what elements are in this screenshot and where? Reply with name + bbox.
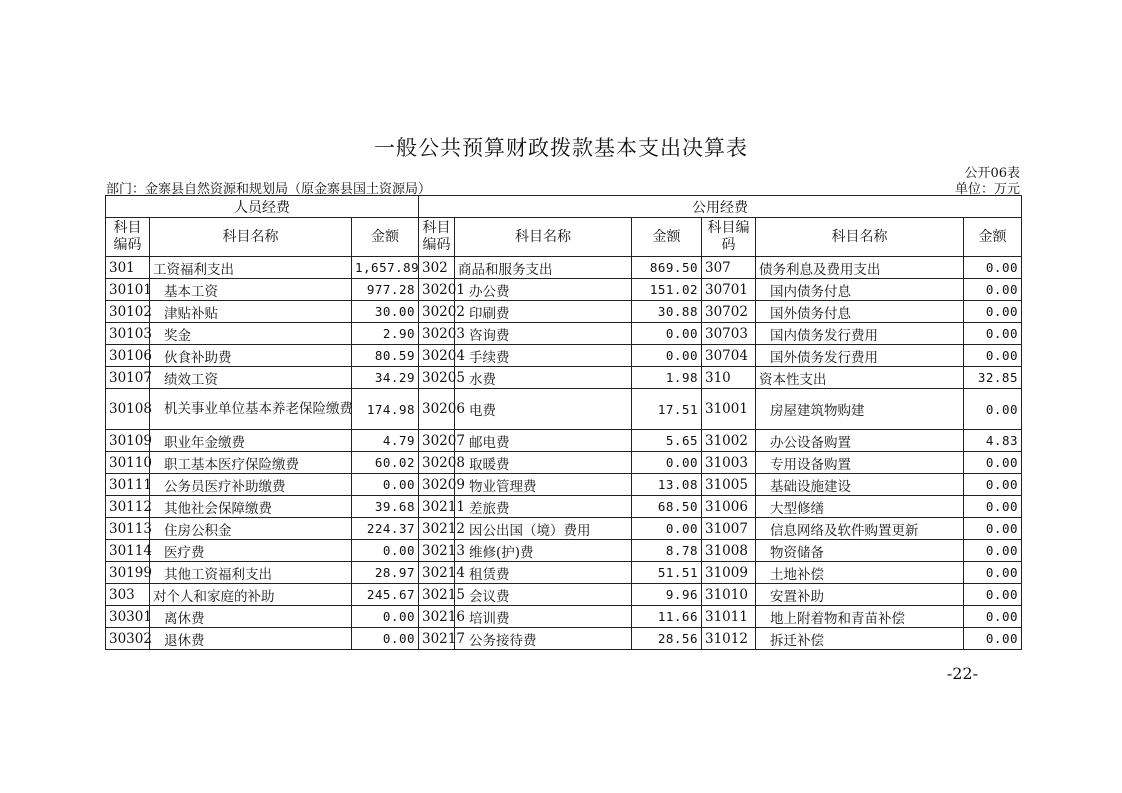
code-cell: 30108 bbox=[106, 389, 150, 430]
amount-cell: 0.00 bbox=[632, 323, 702, 345]
header-amount: 金额 bbox=[632, 218, 702, 257]
amount-cell: 174.98 bbox=[352, 389, 419, 430]
code-cell: 30703 bbox=[702, 323, 756, 345]
code-cell: 31006 bbox=[702, 496, 756, 518]
code-cell: 30102 bbox=[106, 301, 150, 323]
amount-cell: 0.00 bbox=[964, 323, 1022, 345]
amount-cell: 0.00 bbox=[964, 345, 1022, 367]
table-row bbox=[106, 452, 1022, 474]
name-cell: 大型修缮 bbox=[756, 496, 964, 518]
amount-cell: 28.97 bbox=[352, 562, 419, 584]
code-cell: 31002 bbox=[702, 430, 756, 452]
name-cell: 退休费 bbox=[150, 628, 352, 650]
table-row bbox=[106, 367, 1022, 389]
amount-cell: 0.00 bbox=[632, 518, 702, 540]
name-cell: 对个人和家庭的补助 bbox=[150, 584, 352, 606]
amount-cell: 2.90 bbox=[352, 323, 419, 345]
name-cell: 水费 bbox=[455, 367, 632, 389]
code-cell: 30114 bbox=[106, 540, 150, 562]
name-cell: 工资福利支出 bbox=[150, 257, 352, 279]
code-cell: 30212 bbox=[419, 518, 455, 540]
amount-cell: 1.98 bbox=[632, 367, 702, 389]
amount-cell: 13.08 bbox=[632, 474, 702, 496]
name-cell: 资本性支出 bbox=[756, 367, 964, 389]
code-cell: 30208 bbox=[419, 452, 455, 474]
name-cell: 职工基本医疗保险缴费 bbox=[150, 452, 352, 474]
name-cell: 其他社会保障缴费 bbox=[150, 496, 352, 518]
form-number: 公开06表 bbox=[964, 166, 1020, 181]
code-cell: 31011 bbox=[702, 606, 756, 628]
name-cell: 国外债务发行费用 bbox=[756, 345, 964, 367]
name-cell: 手续费 bbox=[455, 345, 632, 367]
header-name: 科目名称 bbox=[150, 218, 352, 257]
amount-cell: 32.85 bbox=[964, 367, 1022, 389]
amount-cell: 4.79 bbox=[352, 430, 419, 452]
code-cell: 30204 bbox=[419, 345, 455, 367]
name-cell: 商品和服务支出 bbox=[455, 257, 632, 279]
amount-cell: 8.78 bbox=[632, 540, 702, 562]
name-cell: 物业管理费 bbox=[455, 474, 632, 496]
name-cell: 公务员医疗补助缴费 bbox=[150, 474, 352, 496]
name-cell: 咨询费 bbox=[455, 323, 632, 345]
name-cell: 基本工资 bbox=[150, 279, 352, 301]
name-cell: 培训费 bbox=[455, 606, 632, 628]
header-name: 科目名称 bbox=[756, 218, 964, 257]
table-body bbox=[106, 257, 1022, 650]
name-cell: 绩效工资 bbox=[150, 367, 352, 389]
amount-cell: 0.00 bbox=[632, 345, 702, 367]
name-cell: 办公费 bbox=[455, 279, 632, 301]
department-label: 部门：金寨县自然资源和规划局（原金寨县国土资源局） bbox=[106, 182, 432, 197]
table-row bbox=[106, 628, 1022, 650]
name-cell: 机关事业单位基本养老保险缴费 bbox=[150, 389, 352, 430]
table-row bbox=[106, 562, 1022, 584]
table-row bbox=[106, 257, 1022, 279]
code-cell: 30216 bbox=[419, 606, 455, 628]
amount-cell: 51.51 bbox=[632, 562, 702, 584]
name-cell: 医疗费 bbox=[150, 540, 352, 562]
amount-cell: 0.00 bbox=[352, 628, 419, 650]
page-number: -22- bbox=[946, 664, 978, 683]
amount-cell: 4.83 bbox=[964, 430, 1022, 452]
code-cell: 30207 bbox=[419, 430, 455, 452]
name-cell: 专用设备购置 bbox=[756, 452, 964, 474]
table-row bbox=[106, 606, 1022, 628]
code-cell: 30214 bbox=[419, 562, 455, 584]
code-cell: 30110 bbox=[106, 452, 150, 474]
name-cell: 津贴补贴 bbox=[150, 301, 352, 323]
amount-cell: 0.00 bbox=[964, 606, 1022, 628]
amount-cell: 0.00 bbox=[964, 279, 1022, 301]
amount-cell: 0.00 bbox=[352, 606, 419, 628]
code-cell: 30111 bbox=[106, 474, 150, 496]
amount-cell: 68.50 bbox=[632, 496, 702, 518]
header-name: 科目名称 bbox=[455, 218, 632, 257]
code-cell: 301 bbox=[106, 257, 150, 279]
header-code: 科目编码 bbox=[419, 218, 455, 257]
name-cell: 地上附着物和青苗补偿 bbox=[756, 606, 964, 628]
unit-label: 单位：万元 bbox=[954, 182, 1020, 197]
name-cell: 物资储备 bbox=[756, 540, 964, 562]
name-cell: 房屋建筑物购建 bbox=[756, 389, 964, 430]
amount-cell: 34.29 bbox=[352, 367, 419, 389]
amount-cell: 5.65 bbox=[632, 430, 702, 452]
group-public: 公用经费 bbox=[419, 196, 1022, 218]
table-row bbox=[106, 345, 1022, 367]
code-cell: 30199 bbox=[106, 562, 150, 584]
code-cell: 30202 bbox=[419, 301, 455, 323]
name-cell: 国内债务发行费用 bbox=[756, 323, 964, 345]
code-cell: 30106 bbox=[106, 345, 150, 367]
table-row bbox=[106, 540, 1022, 562]
code-cell: 307 bbox=[702, 257, 756, 279]
code-cell: 31009 bbox=[702, 562, 756, 584]
amount-cell: 30.88 bbox=[632, 301, 702, 323]
name-cell: 公务接待费 bbox=[455, 628, 632, 650]
code-cell: 30203 bbox=[419, 323, 455, 345]
amount-cell: 11.66 bbox=[632, 606, 702, 628]
name-cell: 会议费 bbox=[455, 584, 632, 606]
amount-cell: 39.68 bbox=[352, 496, 419, 518]
header-code: 科目编码 bbox=[702, 218, 756, 257]
name-cell: 差旅费 bbox=[455, 496, 632, 518]
amount-cell: 245.67 bbox=[352, 584, 419, 606]
code-cell: 30109 bbox=[106, 430, 150, 452]
name-cell: 租赁费 bbox=[455, 562, 632, 584]
code-cell: 31010 bbox=[702, 584, 756, 606]
amount-cell: 0.00 bbox=[964, 584, 1022, 606]
table-row bbox=[106, 496, 1022, 518]
code-cell: 31012 bbox=[702, 628, 756, 650]
name-cell: 拆迁补偿 bbox=[756, 628, 964, 650]
name-cell: 印刷费 bbox=[455, 301, 632, 323]
code-cell: 30209 bbox=[419, 474, 455, 496]
name-cell: 奖金 bbox=[150, 323, 352, 345]
code-cell: 31007 bbox=[702, 518, 756, 540]
header-code: 科目编码 bbox=[106, 218, 150, 257]
name-cell: 邮电费 bbox=[455, 430, 632, 452]
amount-cell: 0.00 bbox=[632, 452, 702, 474]
name-cell: 取暖费 bbox=[455, 452, 632, 474]
amount-cell: 1,657.89 bbox=[352, 257, 419, 279]
amount-cell: 0.00 bbox=[964, 474, 1022, 496]
table-row bbox=[106, 279, 1022, 301]
name-cell: 维修(护)费 bbox=[455, 540, 632, 562]
header-amount: 金额 bbox=[352, 218, 419, 257]
expenditure-table bbox=[105, 195, 1022, 650]
amount-cell: 0.00 bbox=[352, 540, 419, 562]
amount-cell: 0.00 bbox=[964, 389, 1022, 430]
amount-cell: 80.59 bbox=[352, 345, 419, 367]
header-amount: 金额 bbox=[964, 218, 1022, 257]
amount-cell: 30.00 bbox=[352, 301, 419, 323]
code-cell: 30301 bbox=[106, 606, 150, 628]
amount-cell: 17.51 bbox=[632, 389, 702, 430]
code-cell: 30701 bbox=[702, 279, 756, 301]
code-cell: 30211 bbox=[419, 496, 455, 518]
group-personnel: 人员经费 bbox=[106, 196, 419, 218]
code-cell: 31005 bbox=[702, 474, 756, 496]
table-row bbox=[106, 584, 1022, 606]
code-cell: 310 bbox=[702, 367, 756, 389]
code-cell: 30113 bbox=[106, 518, 150, 540]
code-cell: 302 bbox=[419, 257, 455, 279]
amount-cell: 224.37 bbox=[352, 518, 419, 540]
code-cell: 30213 bbox=[419, 540, 455, 562]
code-cell: 31001 bbox=[702, 389, 756, 430]
name-cell: 信息网络及软件购置更新 bbox=[756, 518, 964, 540]
amount-cell: 0.00 bbox=[964, 301, 1022, 323]
table-row bbox=[106, 518, 1022, 540]
code-cell: 30103 bbox=[106, 323, 150, 345]
code-cell: 30107 bbox=[106, 367, 150, 389]
code-cell: 30206 bbox=[419, 389, 455, 430]
amount-cell: 28.56 bbox=[632, 628, 702, 650]
amount-cell: 60.02 bbox=[352, 452, 419, 474]
amount-cell: 0.00 bbox=[964, 257, 1022, 279]
name-cell: 基础设施建设 bbox=[756, 474, 964, 496]
code-cell: 30704 bbox=[702, 345, 756, 367]
table-row bbox=[106, 389, 1022, 430]
code-cell: 30217 bbox=[419, 628, 455, 650]
amount-cell: 0.00 bbox=[352, 474, 419, 496]
name-cell: 电费 bbox=[455, 389, 632, 430]
amount-cell: 0.00 bbox=[964, 562, 1022, 584]
table-row bbox=[106, 301, 1022, 323]
amount-cell: 977.28 bbox=[352, 279, 419, 301]
code-cell: 30215 bbox=[419, 584, 455, 606]
code-cell: 30112 bbox=[106, 496, 150, 518]
amount-cell: 869.50 bbox=[632, 257, 702, 279]
code-cell: 31008 bbox=[702, 540, 756, 562]
code-cell: 30205 bbox=[419, 367, 455, 389]
amount-cell: 0.00 bbox=[964, 496, 1022, 518]
amount-cell: 0.00 bbox=[964, 628, 1022, 650]
code-cell: 30101 bbox=[106, 279, 150, 301]
document-title: 一般公共预算财政拨款基本支出决算表 bbox=[374, 136, 748, 160]
name-cell: 安置补助 bbox=[756, 584, 964, 606]
amount-cell: 151.02 bbox=[632, 279, 702, 301]
name-cell: 国内债务付息 bbox=[756, 279, 964, 301]
amount-cell: 0.00 bbox=[964, 518, 1022, 540]
name-cell: 土地补偿 bbox=[756, 562, 964, 584]
amount-cell: 0.00 bbox=[964, 452, 1022, 474]
table-row bbox=[106, 430, 1022, 452]
name-cell: 离休费 bbox=[150, 606, 352, 628]
table-row bbox=[106, 323, 1022, 345]
code-cell: 31003 bbox=[702, 452, 756, 474]
code-cell: 30302 bbox=[106, 628, 150, 650]
amount-cell: 0.00 bbox=[964, 540, 1022, 562]
code-cell: 30702 bbox=[702, 301, 756, 323]
name-cell: 债务利息及费用支出 bbox=[756, 257, 964, 279]
name-cell: 其他工资福利支出 bbox=[150, 562, 352, 584]
amount-cell: 9.96 bbox=[632, 584, 702, 606]
name-cell: 因公出国（境）费用 bbox=[455, 518, 632, 540]
name-cell: 办公设备购置 bbox=[756, 430, 964, 452]
code-cell: 303 bbox=[106, 584, 150, 606]
table-row bbox=[106, 474, 1022, 496]
code-cell: 30201 bbox=[419, 279, 455, 301]
name-cell: 职业年金缴费 bbox=[150, 430, 352, 452]
name-cell: 伙食补助费 bbox=[150, 345, 352, 367]
name-cell: 住房公积金 bbox=[150, 518, 352, 540]
name-cell: 国外债务付息 bbox=[756, 301, 964, 323]
